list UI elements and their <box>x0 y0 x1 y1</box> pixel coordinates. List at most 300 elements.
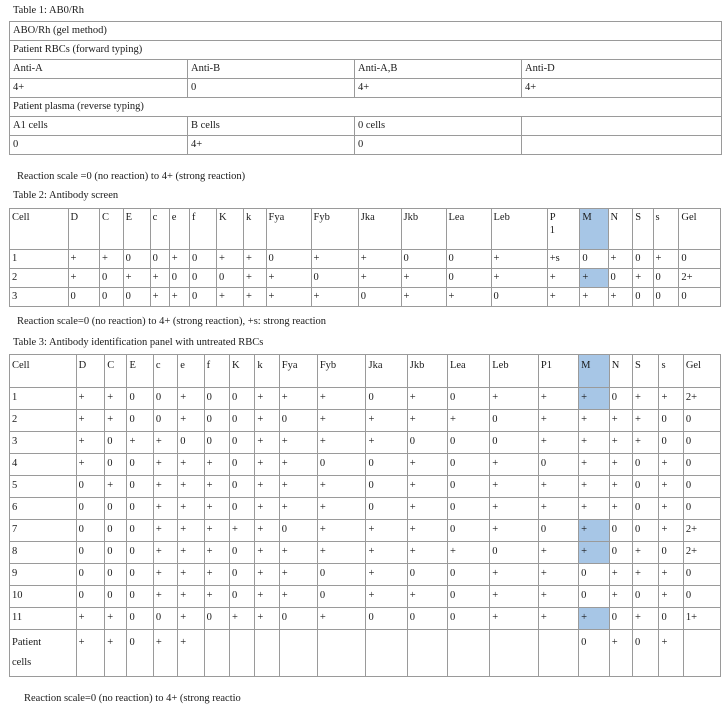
header-cell: N <box>608 209 633 250</box>
table-cell: 0 <box>230 410 255 432</box>
table-cell: + <box>659 498 683 520</box>
table-cell: + <box>633 432 659 454</box>
table-cell: + <box>279 586 317 608</box>
table-cell: 0 <box>683 410 720 432</box>
table-cell: + <box>255 388 279 410</box>
table-cell: + <box>204 498 229 520</box>
table-cell: + <box>279 432 317 454</box>
table-cell: + <box>633 388 659 410</box>
header-cell: Jka <box>358 209 401 250</box>
table-cell: + <box>153 454 177 476</box>
table-cell: 0 <box>76 586 105 608</box>
table-cell <box>204 630 229 677</box>
table-cell: 0 <box>266 250 311 269</box>
table-cell: + <box>178 630 204 677</box>
table-cell: 0 <box>105 542 127 564</box>
table-cell: + <box>490 498 539 520</box>
table-cell: 0 <box>401 250 446 269</box>
table-cell: + <box>105 630 127 677</box>
value-cell: 0 <box>355 136 522 155</box>
table-cell: 2+ <box>683 520 720 542</box>
table-cell: + <box>244 250 267 269</box>
forward-typing-label: Patient RBCs (forward typing) <box>10 41 722 60</box>
table-cell: + <box>204 586 229 608</box>
header-cell: s <box>659 355 683 388</box>
table-cell: + <box>153 542 177 564</box>
table-cell: + <box>547 288 580 307</box>
table-cell: 0 <box>633 586 659 608</box>
header-cell: A1 cells <box>10 117 188 136</box>
header-cell: K <box>217 209 244 250</box>
table-cell: + <box>633 542 659 564</box>
table-cell: 0 <box>190 288 217 307</box>
table-row <box>10 432 721 454</box>
table-cell: + <box>255 476 279 498</box>
table-cell: + <box>204 476 229 498</box>
table-cell: 0 <box>127 608 153 630</box>
table-cell: 0 <box>127 454 153 476</box>
header-cell: C <box>105 355 127 388</box>
header-cell: Jkb <box>407 355 447 388</box>
table3-caption: Table 3: Antibody identification panel with untreated RBCs <box>13 337 264 348</box>
header-cell: c <box>150 209 169 250</box>
table-cell: + <box>609 630 632 677</box>
table-cell: + <box>609 498 632 520</box>
table-cell: 0 <box>659 432 683 454</box>
table-cell: 0 <box>230 542 255 564</box>
table-cell: + <box>178 388 204 410</box>
header-cell: Lea <box>446 209 491 250</box>
table-cell: + <box>255 454 279 476</box>
table-cell: 0 <box>100 269 124 288</box>
header-cell: E <box>127 355 153 388</box>
table-cell: 5 <box>10 476 77 498</box>
table-cell: + <box>490 388 539 410</box>
table-cell: 0 <box>683 498 720 520</box>
table-cell: 0 <box>230 564 255 586</box>
table-cell: 0 <box>679 288 721 307</box>
method-label: ABO/Rh (gel method) <box>10 22 722 41</box>
header-cell: D <box>68 209 100 250</box>
table-cell: 0 <box>659 542 683 564</box>
header-cell: S <box>633 355 659 388</box>
header-cell: M <box>580 209 608 250</box>
table-cell: 0 <box>447 454 489 476</box>
table-cell: + <box>579 608 610 630</box>
table-cell: + <box>123 269 150 288</box>
table-cell: 2+ <box>679 269 721 288</box>
table-cell: 0 <box>127 476 153 498</box>
table-cell: + <box>178 608 204 630</box>
table-cell: + <box>538 432 578 454</box>
table-cell: 0 <box>447 432 489 454</box>
table-cell: 0 <box>279 520 317 542</box>
table-cell: + <box>401 269 446 288</box>
table-cell: 0 <box>76 476 105 498</box>
table-cell: 0 <box>317 586 366 608</box>
table-cell: + <box>579 542 610 564</box>
table-cell: 0 <box>317 564 366 586</box>
table-cell: 3 <box>10 432 77 454</box>
header-cell: Fya <box>266 209 311 250</box>
table-cell: 0 <box>127 388 153 410</box>
table-cell: + <box>76 630 105 677</box>
table-cell: + <box>633 608 659 630</box>
table-row <box>10 498 721 520</box>
table2-note: Reaction scale=0 (no reaction) to 4+ (strong reaction), +s: strong reaction <box>17 316 327 327</box>
table-cell: 0 <box>490 542 539 564</box>
table-cell: + <box>68 269 100 288</box>
table-cell: 0 <box>653 288 679 307</box>
header-cell: f <box>190 209 217 250</box>
table-cell: + <box>538 388 578 410</box>
table-cell: + <box>68 250 100 269</box>
header-cell: P 1 <box>547 209 580 250</box>
table-cell: 0 <box>76 542 105 564</box>
table-cell: + <box>76 388 105 410</box>
table-cell: + <box>538 476 578 498</box>
table-cell: + <box>105 608 127 630</box>
table-cell: 0 <box>105 432 127 454</box>
table-cell: 0 <box>366 608 407 630</box>
table-cell <box>317 630 366 677</box>
table-cell: 0 <box>230 476 255 498</box>
table-cell: + <box>653 250 679 269</box>
table-cell: 0 <box>609 542 632 564</box>
table-cell: + <box>255 498 279 520</box>
table-cell: 1 <box>10 250 69 269</box>
table-cell: 4 <box>10 454 77 476</box>
header-cell: M <box>579 355 610 388</box>
table-cell: + <box>204 564 229 586</box>
table-cell: 0 <box>366 476 407 498</box>
table-cell: 0 <box>204 388 229 410</box>
table-cell: + <box>358 250 401 269</box>
table-cell <box>538 630 578 677</box>
header-cell: k <box>255 355 279 388</box>
table-cell: 0 <box>150 250 169 269</box>
table-cell: + <box>407 520 447 542</box>
table-cell: + <box>579 454 610 476</box>
table-cell: 0 <box>366 454 407 476</box>
table-cell: + <box>490 520 539 542</box>
table-cell: 0 <box>609 388 632 410</box>
table-cell: 0 <box>68 288 100 307</box>
table-cell: 0 <box>490 410 539 432</box>
table-cell: 2+ <box>683 542 720 564</box>
table-cell: + <box>178 586 204 608</box>
value-cell: 4+ <box>355 79 522 98</box>
header-cell: Lea <box>447 355 489 388</box>
table-cell: + <box>105 476 127 498</box>
table-cell: 0 <box>490 432 539 454</box>
table1-caption: Table 1: AB0/Rh <box>13 5 85 16</box>
table-cell: + <box>538 608 578 630</box>
table-cell: + <box>279 476 317 498</box>
table-cell: 0 <box>407 432 447 454</box>
value-cell: 4+ <box>10 79 188 98</box>
table-cell: + <box>491 269 547 288</box>
table-row <box>10 564 721 586</box>
antibody-panel-table <box>9 354 721 677</box>
table-cell: 0 <box>217 269 244 288</box>
table-cell: + <box>366 586 407 608</box>
table-cell: + <box>255 564 279 586</box>
table-cell: + <box>608 250 633 269</box>
table-cell: 0 <box>127 498 153 520</box>
table-cell: + <box>490 564 539 586</box>
table-cell: + <box>407 476 447 498</box>
table-row <box>10 250 721 269</box>
table-cell: + <box>266 288 311 307</box>
table-cell: 0 <box>153 388 177 410</box>
table-cell: + <box>217 288 244 307</box>
table-cell: 0 <box>127 564 153 586</box>
table-cell: + <box>366 410 407 432</box>
table-cell: + <box>579 388 610 410</box>
table-cell: 0 <box>279 608 317 630</box>
table-row <box>10 288 721 307</box>
table-cell: + <box>407 388 447 410</box>
table-cell: 0 <box>123 288 150 307</box>
table-cell: + <box>279 564 317 586</box>
table-cell: 0 <box>105 454 127 476</box>
table-cell: 0 <box>579 586 610 608</box>
table-cell: 0 <box>105 520 127 542</box>
table-cell: 0 <box>608 269 633 288</box>
table-cell: 0 <box>127 630 153 677</box>
table-cell: + <box>547 269 580 288</box>
table-cell: + <box>178 454 204 476</box>
table-cell: + <box>153 630 177 677</box>
table-cell <box>447 630 489 677</box>
table-cell: + <box>153 564 177 586</box>
table-cell: + <box>609 476 632 498</box>
table-cell: + <box>255 542 279 564</box>
table-cell: + <box>255 410 279 432</box>
table-cell: +s <box>547 250 580 269</box>
table-header-row <box>10 355 721 388</box>
table-cell: + <box>150 269 169 288</box>
table-cell: 1 <box>10 388 77 410</box>
table-cell: 0 <box>230 432 255 454</box>
table-cell: + <box>659 630 683 677</box>
table-cell: + <box>491 250 547 269</box>
table-cell: + <box>358 269 401 288</box>
table-cell: + <box>169 288 189 307</box>
table-cell: + <box>150 288 169 307</box>
table-cell: 0 <box>683 564 720 586</box>
header-cell: Anti-D <box>522 60 722 79</box>
table-cell: 0 <box>491 288 547 307</box>
table-cell: + <box>230 520 255 542</box>
table-cell: + <box>490 608 539 630</box>
table-cell: + <box>446 288 491 307</box>
table-cell: + <box>153 586 177 608</box>
table-cell: + <box>317 520 366 542</box>
table-cell: 0 <box>447 520 489 542</box>
table-cell: + <box>153 432 177 454</box>
table-cell: 0 <box>447 586 489 608</box>
value-cell: 4+ <box>188 136 355 155</box>
table-cell: + <box>255 608 279 630</box>
header-cell: Gel <box>679 209 721 250</box>
table-cell: 0 <box>366 388 407 410</box>
table-cell: 0 <box>317 454 366 476</box>
value-cell: 4+ <box>522 79 722 98</box>
table-cell: + <box>447 410 489 432</box>
table-cell: + <box>447 542 489 564</box>
table-cell: + <box>279 454 317 476</box>
patient-row <box>10 630 721 677</box>
table-cell: + <box>127 432 153 454</box>
table1-note: Reaction scale =0 (no reaction) to 4+ (strong reaction) <box>17 171 246 182</box>
header-cell: k <box>244 209 267 250</box>
table-cell: + <box>178 476 204 498</box>
table-cell: + <box>538 498 578 520</box>
table-cell: + <box>153 476 177 498</box>
table-cell: 0 <box>609 520 632 542</box>
table-cell: + <box>317 476 366 498</box>
table-cell: + <box>659 520 683 542</box>
antibody-screen-table <box>9 208 721 307</box>
table-cell: + <box>100 250 124 269</box>
table-cell: + <box>659 476 683 498</box>
table-cell: + <box>538 542 578 564</box>
table-cell: 1+ <box>683 608 720 630</box>
header-cell: Jkb <box>401 209 446 250</box>
table-cell: + <box>407 410 447 432</box>
table-cell: 0 <box>190 269 217 288</box>
table-cell: 0 <box>447 388 489 410</box>
table-cell: + <box>153 520 177 542</box>
forward-value-row <box>10 79 722 98</box>
table-cell: 3 <box>10 288 69 307</box>
table-cell: + <box>279 388 317 410</box>
table-cell: + <box>317 498 366 520</box>
table-row <box>10 520 721 542</box>
table-cell <box>366 630 407 677</box>
table-cell: 0 <box>447 498 489 520</box>
table-cell: 2+ <box>683 388 720 410</box>
header-cell: Jka <box>366 355 407 388</box>
table-cell: + <box>579 498 610 520</box>
table-cell: 0 <box>76 498 105 520</box>
table-cell: + <box>407 454 447 476</box>
table-cell: + <box>538 564 578 586</box>
table-cell: + <box>579 410 610 432</box>
table-cell: 0 <box>230 498 255 520</box>
table-cell <box>230 630 255 677</box>
table-cell: + <box>204 542 229 564</box>
value-cell: 0 <box>10 136 188 155</box>
table-cell: 0 <box>230 388 255 410</box>
table-cell: + <box>76 432 105 454</box>
reverse-typing-label: Patient plasma (reverse typing) <box>10 98 722 117</box>
header-cell: C <box>100 209 124 250</box>
table-cell: 0 <box>178 432 204 454</box>
table-cell: + <box>633 410 659 432</box>
value-cell <box>522 136 722 155</box>
table-cell: 0 <box>311 269 358 288</box>
table-cell: 0 <box>679 250 721 269</box>
table-cell: 7 <box>10 520 77 542</box>
table-cell: + <box>311 250 358 269</box>
table-cell: 6 <box>10 498 77 520</box>
table-cell: 0 <box>230 454 255 476</box>
table-cell: 0 <box>127 586 153 608</box>
table-cell: 0 <box>279 410 317 432</box>
table-cell: Patient cells <box>10 630 77 677</box>
table-cell <box>490 630 539 677</box>
reverse-header-row <box>10 117 722 136</box>
table-cell: 0 <box>127 410 153 432</box>
table-cell: + <box>490 476 539 498</box>
table-cell: + <box>279 542 317 564</box>
table3-note: Reaction scale=0 (no reaction) to 4+ (strong reactio <box>24 693 241 704</box>
table-cell: 0 <box>153 608 177 630</box>
table-cell: 0 <box>407 564 447 586</box>
header-cell: Cell <box>10 355 77 388</box>
table-cell: 0 <box>204 608 229 630</box>
table-cell: + <box>579 520 610 542</box>
table-cell: 0 <box>105 586 127 608</box>
table2-caption: Table 2: Antibody screen <box>13 190 119 201</box>
header-cell: Anti-B <box>188 60 355 79</box>
table-cell: + <box>178 520 204 542</box>
table-row <box>10 476 721 498</box>
header-cell: Fyb <box>317 355 366 388</box>
header-cell: s <box>653 209 679 250</box>
table-cell: 0 <box>633 454 659 476</box>
table-cell: + <box>255 586 279 608</box>
table-cell: 0 <box>633 288 653 307</box>
table-cell: 0 <box>127 542 153 564</box>
header-cell: K <box>230 355 255 388</box>
table-cell: + <box>153 498 177 520</box>
table-cell: + <box>366 520 407 542</box>
table-cell: + <box>105 388 127 410</box>
table-cell: + <box>579 432 610 454</box>
table-cell: + <box>279 498 317 520</box>
table-cell: 0 <box>683 454 720 476</box>
table-cell: 0 <box>633 630 659 677</box>
table-row <box>10 269 721 288</box>
table-cell: + <box>244 288 267 307</box>
table-cell: + <box>579 476 610 498</box>
table-cell: 0 <box>633 250 653 269</box>
table-cell: + <box>76 608 105 630</box>
table-row <box>10 586 721 608</box>
table-cell: 0 <box>538 520 578 542</box>
header-cell: Gel <box>683 355 720 388</box>
table-cell: + <box>608 288 633 307</box>
table-cell: 0 <box>446 250 491 269</box>
table-cell: + <box>178 498 204 520</box>
table-cell <box>279 630 317 677</box>
table-cell: 0 <box>633 476 659 498</box>
table-cell: 0 <box>123 250 150 269</box>
table-cell: + <box>255 432 279 454</box>
table-cell: 0 <box>127 520 153 542</box>
header-cell: Fyb <box>311 209 358 250</box>
table-cell: 0 <box>169 269 189 288</box>
table-cell: 0 <box>447 476 489 498</box>
table-cell: 0 <box>609 608 632 630</box>
table-cell: + <box>401 288 446 307</box>
table-cell: 0 <box>633 520 659 542</box>
table-cell: + <box>407 498 447 520</box>
